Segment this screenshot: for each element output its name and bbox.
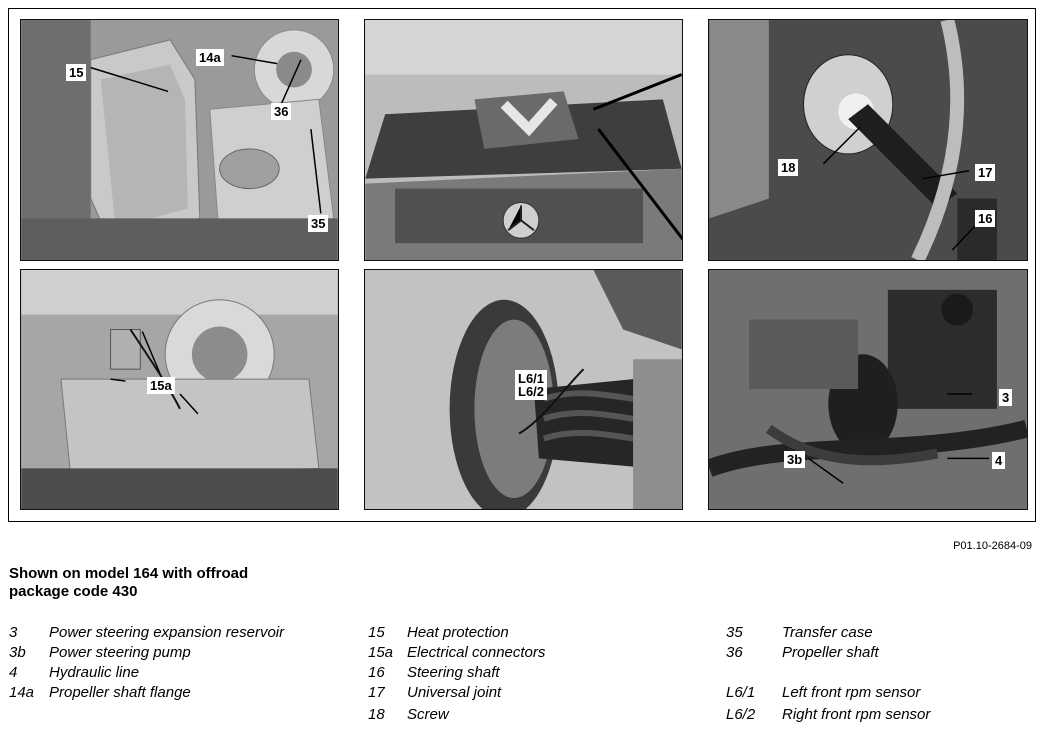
legend-column-2 — [368, 623, 688, 725]
legend-code: 15a — [368, 644, 394, 661]
callout-35: 35 — [308, 215, 328, 232]
legend-item — [368, 663, 688, 683]
legend-item — [368, 705, 688, 725]
callout-3b: 3b — [784, 451, 805, 468]
legend-item — [9, 623, 349, 643]
legend-code: 14a — [9, 684, 35, 701]
figure-reference: P01.10-2684-09 — [953, 540, 1032, 552]
legend-item — [726, 705, 1026, 725]
legend-column-3 — [726, 623, 1026, 725]
legend-code: 36 — [726, 644, 743, 661]
photo-illustration — [365, 20, 682, 260]
legend-text: Hydraulic line — [49, 664, 140, 681]
legend-spacer — [726, 663, 1026, 683]
legend-code: 3b — [9, 644, 26, 661]
figure-caption: Shown on model 164 with offroad package code 430 — [9, 565, 249, 600]
legend-text: Universal joint — [407, 684, 502, 701]
legend-text: Heat protection — [407, 624, 509, 641]
legend-text: Propeller shaft flange — [49, 684, 191, 701]
callout-15: 15 — [66, 64, 86, 81]
legend-text: Transfer case — [782, 624, 873, 641]
legend-text: Right front rpm sensor — [782, 706, 931, 723]
callout-18: 18 — [778, 159, 798, 176]
legend-code: 16 — [368, 664, 385, 681]
legend-text: Screw — [407, 706, 449, 723]
legend-item — [726, 643, 1026, 663]
legend-text: Propeller shaft — [782, 644, 879, 661]
legend-column-1 — [9, 623, 349, 703]
callout-16: 16 — [975, 210, 995, 227]
callout-15a: 15a — [147, 377, 175, 394]
photo-transfer-case-connectors — [20, 269, 339, 510]
callout-14a: 14a — [196, 49, 224, 66]
legend-item — [9, 643, 349, 663]
legend-code: L6/2 — [726, 706, 756, 723]
legend-item — [9, 663, 349, 683]
photo-illustration — [21, 20, 338, 260]
callout-l6-1-l6-2: L6/1 L6/2 — [515, 370, 547, 400]
photo-illustration — [709, 270, 1027, 509]
legend-text: Left front rpm sensor — [782, 684, 921, 701]
legend-item — [368, 683, 688, 703]
photo-illustration — [21, 270, 338, 509]
legend-text: Power steering pump — [49, 644, 191, 661]
legend-item — [726, 683, 1026, 703]
photo-front-rpm-sensor — [364, 269, 683, 510]
photo-engine-bay-overview — [364, 19, 683, 261]
photo-steering-shaft-joint — [708, 19, 1028, 261]
legend-item — [9, 683, 349, 703]
legend-item — [726, 623, 1026, 643]
legend-code: 3 — [9, 624, 18, 641]
legend-code: 15 — [368, 624, 385, 641]
legend-item — [368, 623, 688, 643]
callout-4: 4 — [992, 452, 1005, 469]
legend-code: 18 — [368, 706, 385, 723]
callout-3: 3 — [999, 389, 1012, 406]
legend-code: L6/1 — [726, 684, 756, 701]
legend-code: 4 — [9, 664, 18, 681]
legend-code: 35 — [726, 624, 743, 641]
callout-36: 36 — [271, 103, 291, 120]
callout-17: 17 — [975, 164, 995, 181]
figure-frame — [8, 8, 1036, 522]
legend-text: Power steering expansion reservoir — [49, 624, 285, 641]
legend-text: Electrical connectors — [407, 644, 546, 661]
legend-code: 17 — [368, 684, 385, 701]
legend-text: Steering shaft — [407, 664, 500, 681]
photo-power-steering-reservoir — [708, 269, 1028, 510]
legend-item — [368, 643, 688, 663]
photo-transfer-case-heat-shield — [20, 19, 339, 261]
